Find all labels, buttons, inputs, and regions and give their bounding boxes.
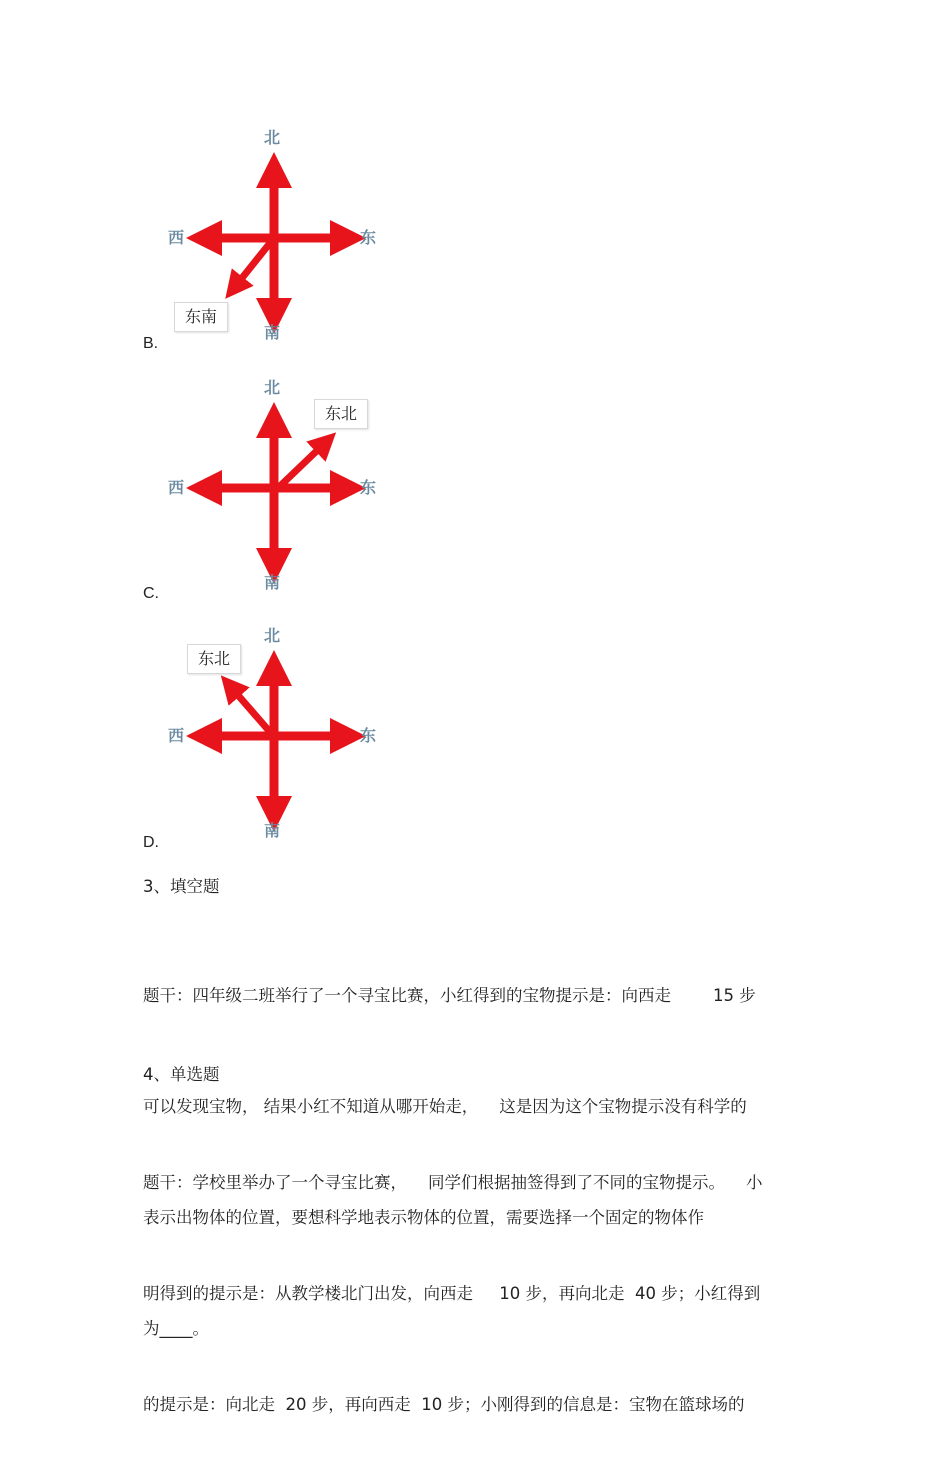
q3-heading: 3、填空题 <box>143 877 220 896</box>
east-label: 东 <box>360 726 377 745</box>
q3-line: 题干：四年级二班举行了一个寻宝比赛，小红得到的宝物提示是：向西走 15 步 <box>143 986 756 1005</box>
east-label: 东 <box>360 478 377 497</box>
compass-diagram <box>160 618 390 848</box>
compass-diagram <box>160 370 390 600</box>
q4-line: 的提示是：向北走 20 步，再向西走 10 步；小刚得到的信息是：宝物在篮球场的 <box>143 1395 745 1414</box>
north-label: 北 <box>264 626 281 645</box>
west-label: 西 <box>168 478 185 497</box>
south-label: 南 <box>264 821 281 840</box>
direction-callout: 东北 <box>187 644 241 674</box>
compass-diagram <box>160 120 390 350</box>
option-letter: D. <box>143 834 159 851</box>
q3-line: 可以发现宝物， 结果小红不知道从哪开始走， 这是因为这个宝物提示没有科学的 <box>143 1097 747 1116</box>
option-letter: B. <box>143 335 159 352</box>
west-label: 西 <box>168 726 185 745</box>
q4-heading: 4、单选题 <box>143 1065 220 1084</box>
q4-body <box>143 1090 813 1460</box>
north-label: 北 <box>264 378 281 397</box>
q4-line: 明得到的提示是：从教学楼北门出发，向西走 10 步，再向北走 40 步；小红得到 <box>143 1284 761 1303</box>
east-label: 东 <box>360 228 377 247</box>
direction-callout: 东南 <box>174 302 228 332</box>
south-label: 南 <box>264 323 281 342</box>
option-letter: C. <box>143 585 159 602</box>
q3-line: 表示出物体的位置，要想科学地表示物体的位置，需要选择一个固定的物体作 <box>143 1208 704 1227</box>
q4-line: 题干：学校里举办了一个寻宝比赛， 同学们根据抽签得到了不同的宝物提示。 小 <box>143 1173 763 1192</box>
north-label: 北 <box>264 128 281 147</box>
west-label: 西 <box>168 228 185 247</box>
q3-line: 为____。 <box>143 1319 209 1338</box>
direction-callout: 东北 <box>314 399 368 429</box>
south-label: 南 <box>264 573 281 592</box>
